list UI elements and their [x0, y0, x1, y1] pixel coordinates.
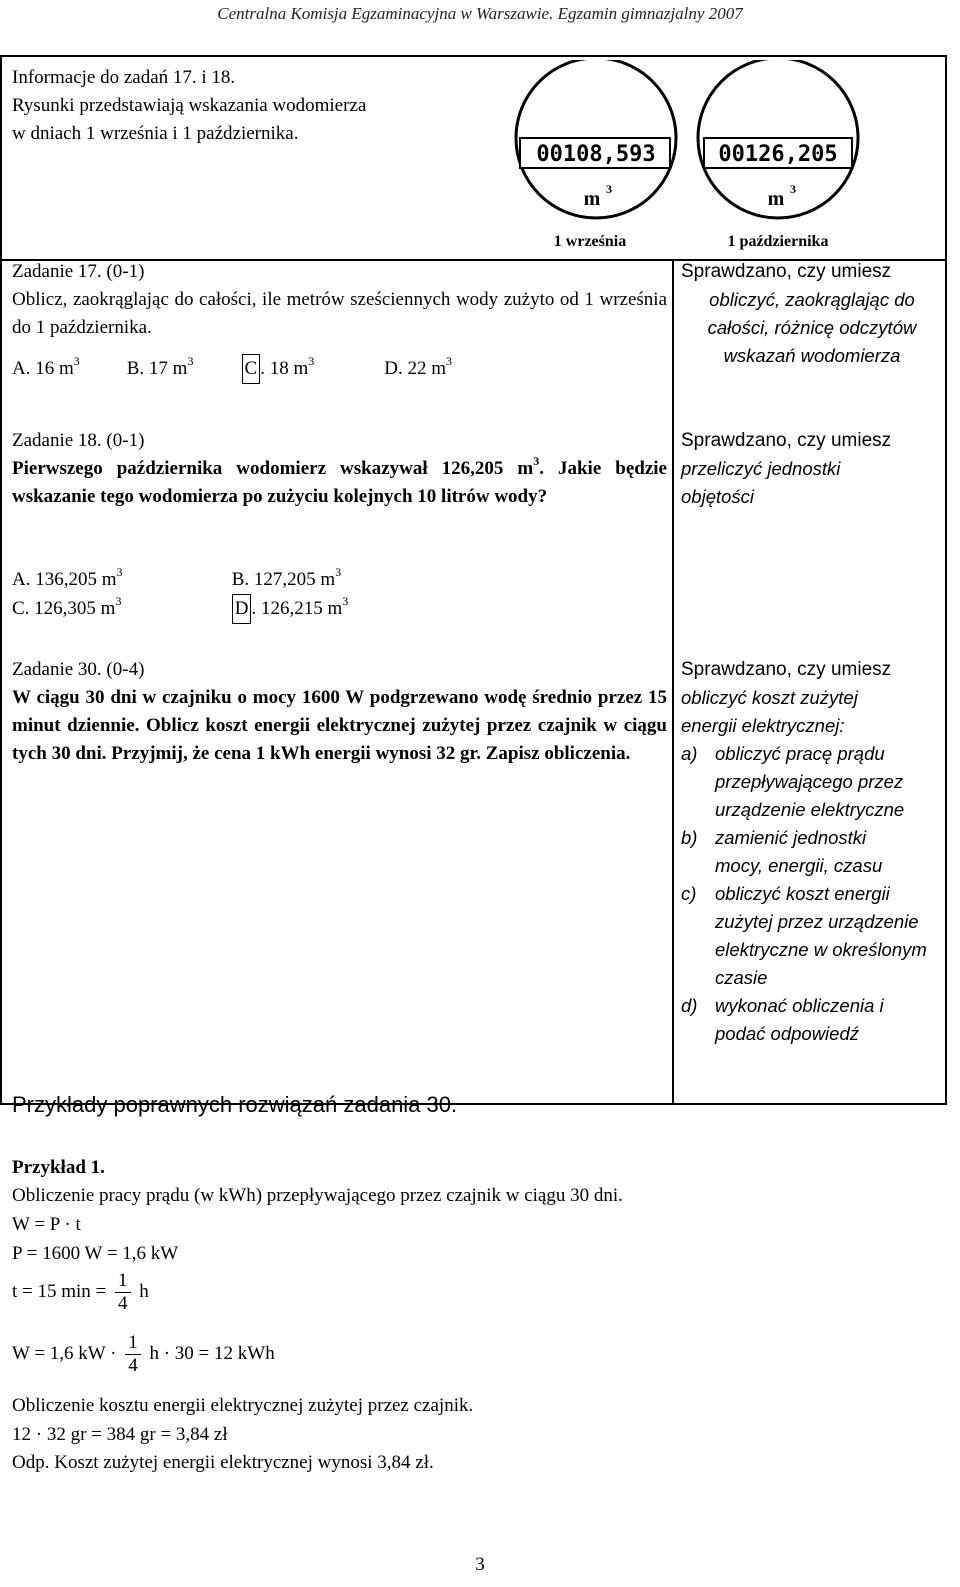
- meter-caption-september: 1 września: [553, 233, 627, 250]
- example-1-line-3: P = 1600 W = 1,6 kW: [12, 1243, 179, 1264]
- info-line-1: Informacje do zadań 17. i 18.: [12, 67, 236, 88]
- example-1-line-2: W = P · t: [12, 1214, 81, 1235]
- task-30: [12, 656, 667, 768]
- water-meter-figure: [514, 60, 864, 255]
- page-header: Centralna Komisja Egzaminacyjna w Warszawie. Egzamin gimnazjalny 2007: [217, 4, 743, 23]
- task-18-correct-box: D: [232, 594, 252, 624]
- meter-unit-september: m: [583, 188, 601, 210]
- example-1-title: Przykład 1.: [12, 1157, 105, 1178]
- task-17-correct-box: C: [242, 354, 261, 384]
- task-18-title: Zadanie 18. (0-1): [12, 430, 145, 451]
- task-30-body: W ciągu 30 dni w czajniku o mocy 1600 W podgrzewano wodę średnio przez 15 minut dziennie. Oblicz koszt energii elektrycznej zużytej przez czajnik w ciągu tych 30 dni. Przyjmij, że cena 1 kWh energii wynosi 32 gr. Zapisz obliczenia.: [12, 687, 667, 764]
- task-18-option-b: B. 127,205 $m^3$: [231, 565, 342, 590]
- example-1-line-8: Odp. Koszt zużytej energii elektrycznej wynosi 3,84 zł.: [12, 1452, 434, 1473]
- info-line-2: Rysunki przedstawiają wskazania wodomierza: [12, 95, 367, 116]
- task-17-check: [681, 258, 943, 370]
- task-17-option-a: A. 16 $m^3$: [12, 354, 80, 379]
- task-17-title: Zadanie 17. (0-1): [12, 261, 145, 282]
- task-30-check-head: Sprawdzano, czy umiesz: [681, 659, 892, 680]
- task-18-check-head: Sprawdzano, czy umiesz: [681, 430, 892, 451]
- fraction-quarter-1: $\frac{1}{4}$: [115, 1270, 131, 1315]
- task-30-title: Zadanie 30. (0-4): [12, 659, 145, 680]
- task-18-body: Pierwszego października wodomierz wskazywał 126,205 $m^3$. Jakie będzie wskazanie tego wodomierza po zużyciu kolejnych 10 litrów wody?: [12, 454, 667, 507]
- task-18-option-d: D . 126,215 $m^3$: [232, 594, 349, 624]
- task-17-options: [12, 354, 667, 384]
- task-17-option-d: D. 22 $m^3$: [384, 354, 452, 379]
- task-30-check: [681, 656, 943, 1048]
- meter-reading-october: 00126,205: [718, 142, 838, 167]
- meter-reading-september: 00108,593: [536, 142, 656, 167]
- example-1-line-4: t = 15 min = $\frac{1}{4}$ h: [12, 1270, 149, 1314]
- task-17-option-c: C . 18 $m^3$: [242, 354, 380, 384]
- task-18-options: [12, 566, 667, 624]
- task-18: [12, 427, 667, 511]
- example-1-line-1: Obliczenie pracy prądu (w kWh) przepływającego przez czajnik w ciągu 30 dni.: [12, 1185, 623, 1206]
- check-item-a: a) obliczyć pracę prądu przepływającego przez urządzenie elektryczne: [681, 743, 905, 820]
- meter-october: [698, 60, 858, 250]
- meter-unit-exp-october: 3: [790, 182, 796, 196]
- meter-caption-october: 1 października: [727, 233, 829, 250]
- task-30-check-list: [681, 740, 943, 1048]
- task-17-option-b: B. 17 $m^3$: [126, 354, 194, 379]
- check-item-d: d) wykonać obliczenia i podać odpowiedź: [681, 995, 884, 1044]
- example-1-line-7: 12 · 32 gr = 384 gr = 3,84 zł: [12, 1424, 228, 1445]
- meter-september: [516, 60, 676, 250]
- page-number: 3: [475, 1554, 485, 1575]
- task-18-option-a: A. 136,205 $m^3$: [12, 565, 123, 590]
- task-18-check: [681, 427, 943, 511]
- task-18-check-text: przeliczyć jednostki objętości: [681, 458, 841, 507]
- task-17-check-text: obliczyć, zaokrąglając do całości, różnicę odczytów wskazań wodomierza: [707, 289, 917, 366]
- info-line-3: w dniach 1 września i 1 października.: [12, 123, 299, 144]
- task-17: [12, 258, 667, 384]
- task-30-check-intro: obliczyć koszt zużytej energii elektrycznej:: [681, 687, 858, 736]
- example-1-line-6: Obliczenie kosztu energii elektrycznej zużytej przez czajnik.: [12, 1395, 474, 1416]
- fraction-quarter-2: $\frac{1}{4}$: [125, 1332, 141, 1377]
- example-1-line-5: W = 1,6 kW · $\frac{1}{4}$ h · 30 = 12 kWh: [12, 1332, 275, 1376]
- meter-unit-october: m: [767, 188, 785, 210]
- task-18-option-c: C. 126,305 $m^3$: [12, 594, 122, 619]
- check-item-c: c) obliczyć koszt energii zużytej przez urządzenie elektryczne w określonym czasie: [681, 883, 927, 988]
- meter-unit-exp-september: 3: [606, 182, 612, 196]
- task-17-body: Oblicz, zaokrąglając do całości, ile metrów sześciennych wody zużyto od 1 września do 1 października.: [12, 289, 667, 338]
- task-17-check-head: Sprawdzano, czy umiesz: [681, 261, 892, 282]
- divider-vertical: [672, 259, 674, 1105]
- examples-title: Przykłady poprawnych rozwiązań zadania 30.: [12, 1092, 458, 1117]
- check-item-b: b) zamienić jednostki mocy, energii, czasu: [681, 827, 883, 876]
- info-block: [12, 64, 366, 148]
